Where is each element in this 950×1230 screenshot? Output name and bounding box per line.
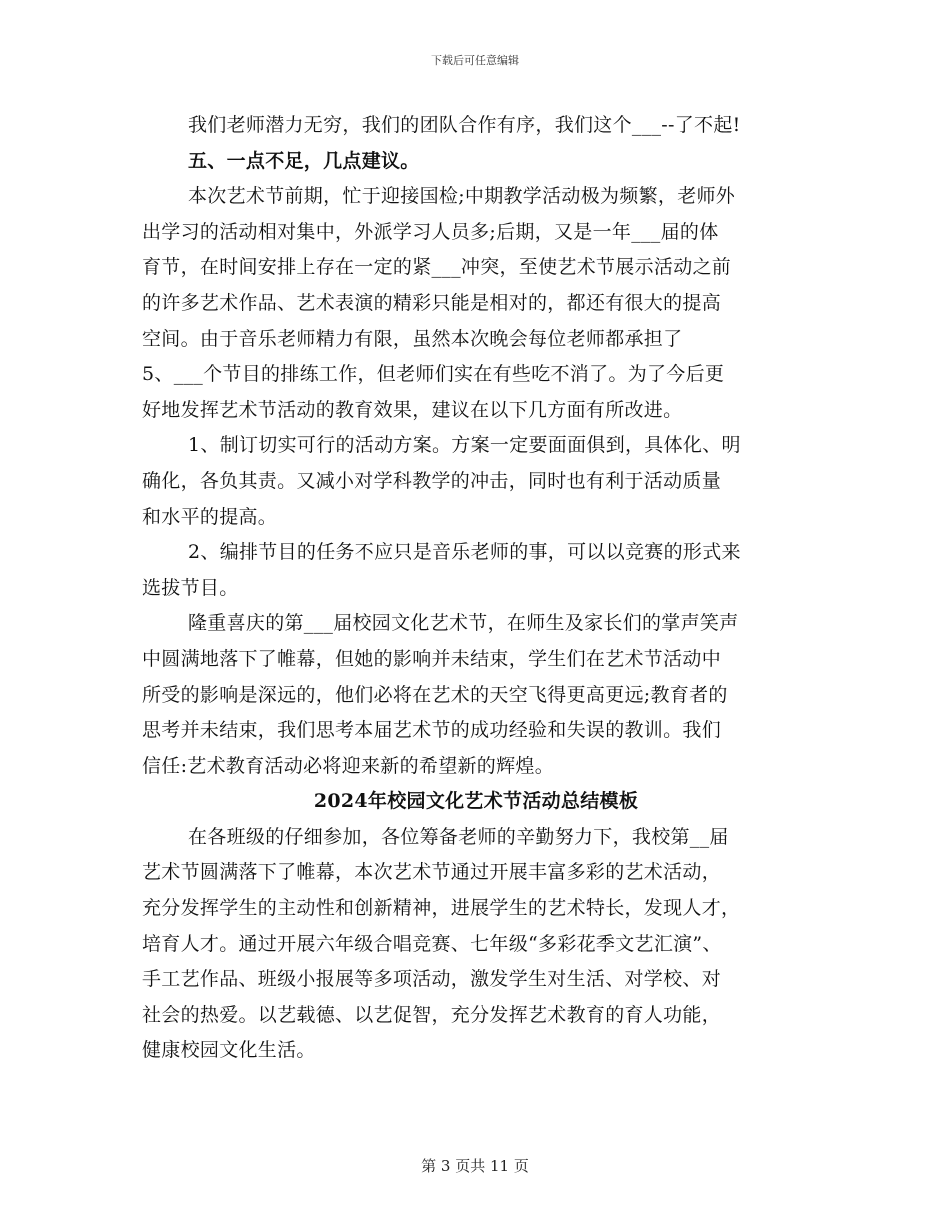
list-item: 2、编排节目的任务不应只是音乐老师的事，可以以竞赛的形式来: [188, 541, 741, 564]
text-line: 本次艺术节前期，忙于迎接国检;中期教学活动极为频繁，老师外: [188, 185, 736, 208]
text-line: 我们老师潜力无穷，我们的团队合作有序，我们这个___--了不起!: [188, 114, 741, 136]
text-line: 培育人才。通过开展六年级合唱竞赛、七年级“多彩花季文艺汇演”、: [142, 932, 722, 955]
text-line: 艺术节圆满落下了帷幕，本次艺术节通过开展丰富多彩的艺术活动，: [142, 861, 722, 884]
text-line: 5、___个节目的排练工作，但老师们实在有些吃不消了。为了今后更: [142, 363, 725, 386]
text-line: 的许多艺术作品、艺术表演的精彩只能是相对的，都还有很大的提高: [142, 291, 722, 314]
text-line: 社会的热爱。以艺载德、以艺促智，充分发挥艺术教育的育人功能，: [142, 1003, 722, 1026]
text-line: 健康校园文化生活。: [142, 1039, 316, 1062]
list-item: 1、制订切实可行的活动方案。方案一定要面面俱到，具体化、明: [188, 434, 741, 457]
text-line: 好地发挥艺术节活动的教育效果，建议在以下几方面有所改进。: [142, 398, 683, 421]
text-line: 空间。由于音乐老师精力有限，虽然本次晚会每位老师都承担了: [142, 327, 683, 350]
page-header: 下载后可任意编辑: [431, 54, 519, 67]
text-line: 隆重喜庆的第___届校园文化艺术节，在师生及家长们的掌声笑声: [188, 612, 739, 635]
text-line: 所受的影响是深远的，他们必将在艺术的天空飞得更高更远;教育者的: [142, 683, 728, 706]
text-line: 信任:艺术教育活动必将迎来新的希望新的辉煌。: [142, 754, 555, 777]
text-line: 和水平的提高。: [142, 505, 278, 528]
text-line: 充分发挥学生的主动性和创新精神，进展学生的艺术特长，发现人才，: [142, 897, 741, 920]
text-line: 思考并未结束，我们思考本届艺术节的成功经验和失误的教训。我们: [142, 719, 722, 742]
text-line: 选拔节目。: [142, 576, 239, 599]
text-line: 手工艺作品、班级小报展等多项活动，激发学生对生活、对学校、对: [142, 968, 722, 991]
section-heading: 五、一点不足，几点建议。: [188, 149, 420, 172]
page-footer: 第 3 页共 11 页: [421, 1157, 529, 1175]
text-line: 在各班级的仔细参加，各位筹备老师的辛勤努力下，我校第__届: [188, 825, 729, 848]
text-line: 中圆满地落下了帷幕，但她的影响并未结束，学生们在艺术节活动中: [142, 647, 722, 670]
text-line: 确化，各负其责。又减小对学科教学的冲击，同时也有利于活动质量: [142, 469, 722, 492]
text-line: 育节，在时间安排上存在一定的紧___冲突，至使艺术节展示活动之前: [142, 256, 732, 279]
document-title: 2024年校园文化艺术节活动总结模板: [313, 790, 639, 813]
document-body: [142, 108, 810, 1069]
text-line: 出学习的活动相对集中，外派学习人员多;后期，又是一年___届的体: [142, 220, 719, 243]
